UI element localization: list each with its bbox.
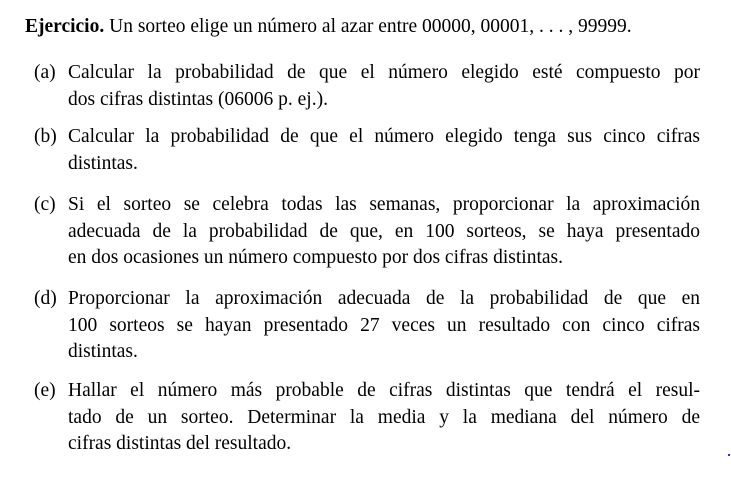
item-label: (d) (34, 288, 57, 309)
item-line: Calcular la probabilidad de que el número elegido tenga sus cinco cifras (68, 126, 700, 147)
item-label: (c) (34, 194, 56, 215)
item-label: (e) (34, 380, 56, 401)
exercise-statement: Un sorteo elige un número al azar entre 00000, 00001, . . . , 99999. (109, 16, 632, 37)
corner-mark (728, 454, 730, 456)
item-line: Proporcionar la aproximación adecuada de la probabilidad de que en (68, 288, 700, 309)
item-text (68, 286, 700, 366)
item-text (68, 60, 700, 113)
item-line: adecuada de la probabilidad de que, en 100 sorteos, se haya presentado (68, 220, 700, 242)
item-line: Hallar el número más probable de cifras distintas que tendrá el resul- (68, 380, 700, 401)
item-label: (b) (34, 126, 57, 147)
item-text (68, 192, 700, 272)
exercise-intro (25, 14, 715, 40)
item-text (68, 378, 700, 458)
item-line: tado de un sorteo. Determinar la media y la mediana del número de (68, 406, 700, 428)
item-line: Si el sorteo se celebra todas las semanas, proporcionar la aproximación (68, 194, 700, 215)
item-line: Calcular la probabilidad de que el número elegido esté compuesto por (68, 62, 700, 83)
item-text (68, 124, 700, 177)
item-line: cifras distintas del resultado. (68, 433, 292, 454)
item-label: (a) (34, 62, 56, 83)
item-line: en dos ocasiones un número compuesto por dos cifras distintas. (68, 247, 563, 268)
item-line: dos cifras distintas (06006 p. ej.). (68, 88, 328, 110)
exercise-heading: Ejercicio. (25, 16, 105, 37)
item-line: 100 sorteos se hayan presentado 27 veces un resultado con cinco cifras (68, 314, 700, 336)
item-line: distintas. (68, 341, 138, 362)
item-line: distintas. (68, 152, 138, 174)
